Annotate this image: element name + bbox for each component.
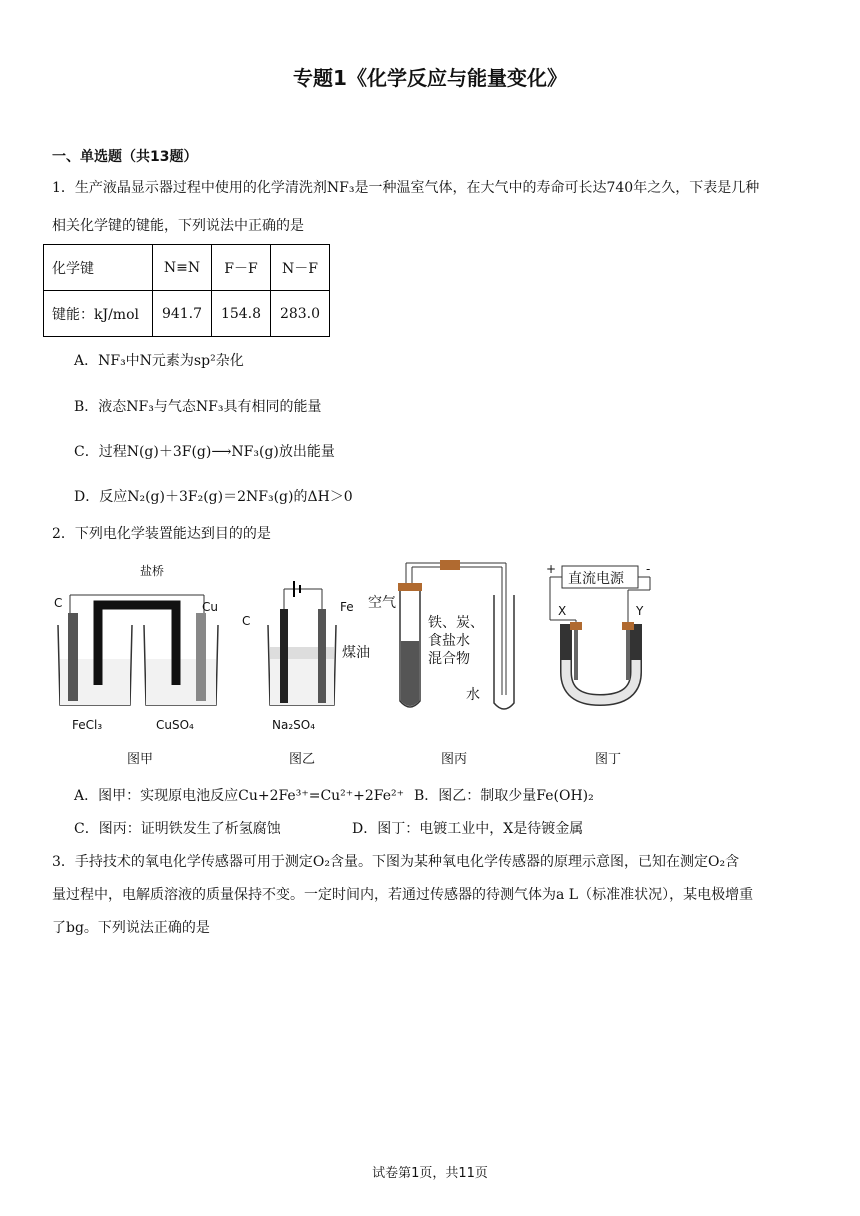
- table-cell: 键能：kJ/mol: [44, 291, 153, 337]
- electrode-label-fe: Fe: [340, 600, 354, 614]
- air-label: 空气: [368, 595, 396, 611]
- figure-yi: [238, 575, 358, 715]
- q1-option-c: C．过程N(g)＋3F(g)⟶NF₃(g)放出能量: [74, 444, 335, 460]
- electrode-label-c: C: [242, 614, 251, 628]
- minus-label: -: [646, 562, 651, 576]
- solution-label-cuso4: CuSO₄: [156, 718, 194, 732]
- q2-option-d: D．图丁：电镀工业中，X是待镀金属: [352, 821, 584, 837]
- q1-option-b: B．液态NF₃与气态NF₃具有相同的能量: [74, 399, 322, 415]
- mixture-label-line3: 混合物: [428, 651, 470, 667]
- section-heading: 一、单选题（共13题）: [52, 149, 198, 165]
- table-cell: N≡N: [153, 245, 212, 291]
- q1-option-d: D．反应N₂(g)＋3F₂(g)＝2NF₃(g)的ΔH＞0: [74, 489, 353, 505]
- electrode-label-c: C: [54, 596, 63, 610]
- table-cell: F－F: [212, 245, 271, 291]
- q3-stem-line3: 了bg。下列说法正确的是: [52, 920, 210, 936]
- caption-jia: 图甲: [126, 752, 153, 767]
- q2-option-c: C．图丙：证明铁发生了析氢腐蚀: [74, 821, 281, 837]
- caption-bing: 图丙: [440, 752, 467, 767]
- bond-energy-table: [43, 244, 330, 337]
- caption-ding: 图丁: [594, 752, 621, 767]
- mixture-label-line1: 铁、炭、: [428, 615, 484, 631]
- table-cell: 154.8: [212, 291, 271, 337]
- electrode-label-cu: Cu: [202, 600, 218, 614]
- solution-label-fecl3: FeCl₃: [72, 718, 103, 732]
- q1-option-a: A．NF₃中N元素为sp²杂化: [74, 353, 244, 369]
- page-title: 专题1《化学反应与能量变化》: [293, 66, 567, 90]
- power-label: 直流电源: [568, 571, 624, 587]
- water-label: 水: [466, 687, 480, 703]
- figure-jia: [48, 555, 228, 715]
- q3-stem-line2: 量过程中，电解质溶液的质量保持不变。一定时间内，若通过传感器的待测气体为a L（标准准状况），某电极增重: [52, 887, 754, 903]
- q2-option-a: A．图甲：实现原电池反应Cu+2Fe³⁺=Cu²⁺+2Fe²⁺: [74, 788, 405, 804]
- caption-yi: 图乙: [288, 752, 315, 767]
- table-cell: 941.7: [153, 291, 212, 337]
- q1-stem-line1: 1．生产液晶显示器过程中使用的化学清洗剂NF₃是一种温室气体，在大气中的寿命可长达740年之久，下表是几种: [52, 180, 760, 196]
- solution-label-na2so4: Na₂SO₄: [272, 718, 316, 732]
- table-row: [44, 245, 330, 291]
- electrode-label-y: Y: [636, 604, 644, 618]
- oil-label: 煤油: [342, 645, 370, 661]
- table-cell: 化学键: [44, 245, 153, 291]
- salt-bridge-label: 盐桥: [140, 564, 165, 578]
- page-footer: 试卷第1页，共11页: [372, 1166, 488, 1181]
- electrode-label-x: X: [558, 604, 567, 618]
- q2-option-b: B．图乙：制取少量Fe(OH)₂: [414, 788, 594, 804]
- q2-stem: 2．下列电化学装置能达到目的的是: [52, 526, 271, 542]
- mixture-label-line2: 食盐水: [428, 633, 470, 649]
- q3-stem-line1: 3．手持技术的氧电化学传感器可用于测定O₂含量。下图为某种氧电化学传感器的原理示意图，已知在测定O₂含: [52, 854, 740, 870]
- table-row: [44, 291, 330, 337]
- plus-label: +: [546, 562, 557, 576]
- table-cell: N－F: [271, 245, 330, 291]
- q1-stem-line2: 相关化学键的键能，下列说法中正确的是: [52, 218, 304, 234]
- table-cell: 283.0: [271, 291, 330, 337]
